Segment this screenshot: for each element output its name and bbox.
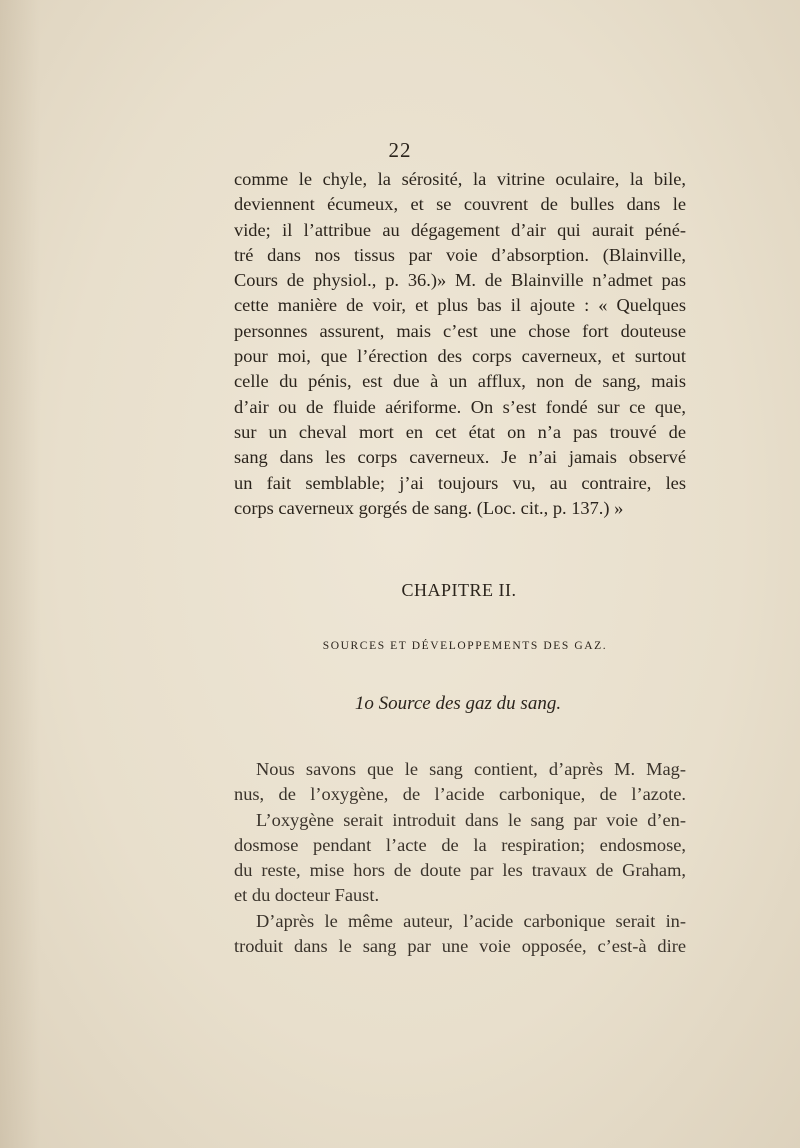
text-line: dosmose pendant l’acte de la respiration; endosmose, <box>234 834 686 855</box>
paragraph-top <box>234 167 686 521</box>
text-line: et du docteur Faust. <box>234 885 380 906</box>
text-line: du reste, mise hors de doute par les travaux de Graham, <box>234 860 686 881</box>
text-line: pour moi, que l’érection des corps caverneux, et surtout <box>234 346 686 367</box>
page-edge-shadow <box>0 0 40 1148</box>
text-line: Cours de physiol., p. 36.)» M. de Blainville n’admet pas <box>234 270 686 291</box>
chapter-subtitle: SOURCES ET DÉVELOPPEMENTS DES GAZ. <box>322 640 608 652</box>
text-line: personnes assurent, mais c’est une chose fort douteuse <box>234 320 686 341</box>
text-line: cette manière de voir, et plus bas il ajoute : « Quelques <box>234 295 686 316</box>
text-line: L’oxygène serait introduit dans le sang par voie d’en- <box>256 809 686 830</box>
text-line: corps caverneux gorgés de sang. (Loc. cit., p. 137.) » <box>234 497 624 518</box>
paragraph-bottom <box>234 757 686 959</box>
text-line: comme le chyle, la sérosité, la vitrine oculaire, la bile, <box>234 169 686 189</box>
text-line: nus, de l’oxygène, de l’acide carbonique, de l’azote. <box>234 784 686 805</box>
text-line: Nous savons que le sang contient, d’après M. Mag- <box>256 759 686 779</box>
text-line: sur un cheval mort en cet état on n’a pas trouvé de <box>234 421 686 442</box>
section-title: 1o Source des gaz du sang. <box>354 693 562 714</box>
page-number: 22 <box>388 138 412 162</box>
text-line: d’air ou de fluide aériforme. On s’est fondé sur ce que, <box>234 396 686 417</box>
text-line: vide; il l’attribue au dégagement d’air qui aurait péné- <box>234 219 686 240</box>
text-line: sang dans les corps caverneux. Je n’ai jamais observé <box>234 447 686 468</box>
text-line: troduit dans le sang par une voie opposée, c’est-à dire <box>234 936 686 957</box>
text-line: deviennent écumeux, et se couvrent de bulles dans le <box>234 194 686 215</box>
text-line: celle du pénis, est due à un afflux, non de sang, mais <box>234 371 686 392</box>
chapter-title: CHAPITRE II. <box>401 580 517 600</box>
text-line: tré dans nos tissus par voie d’absorption. (Blainville, <box>234 244 686 265</box>
text-line: D’après le même auteur, l’acide carbonique serait in- <box>256 910 686 931</box>
text-line: un fait semblable; j’ai toujours vu, au contraire, les <box>234 472 686 493</box>
